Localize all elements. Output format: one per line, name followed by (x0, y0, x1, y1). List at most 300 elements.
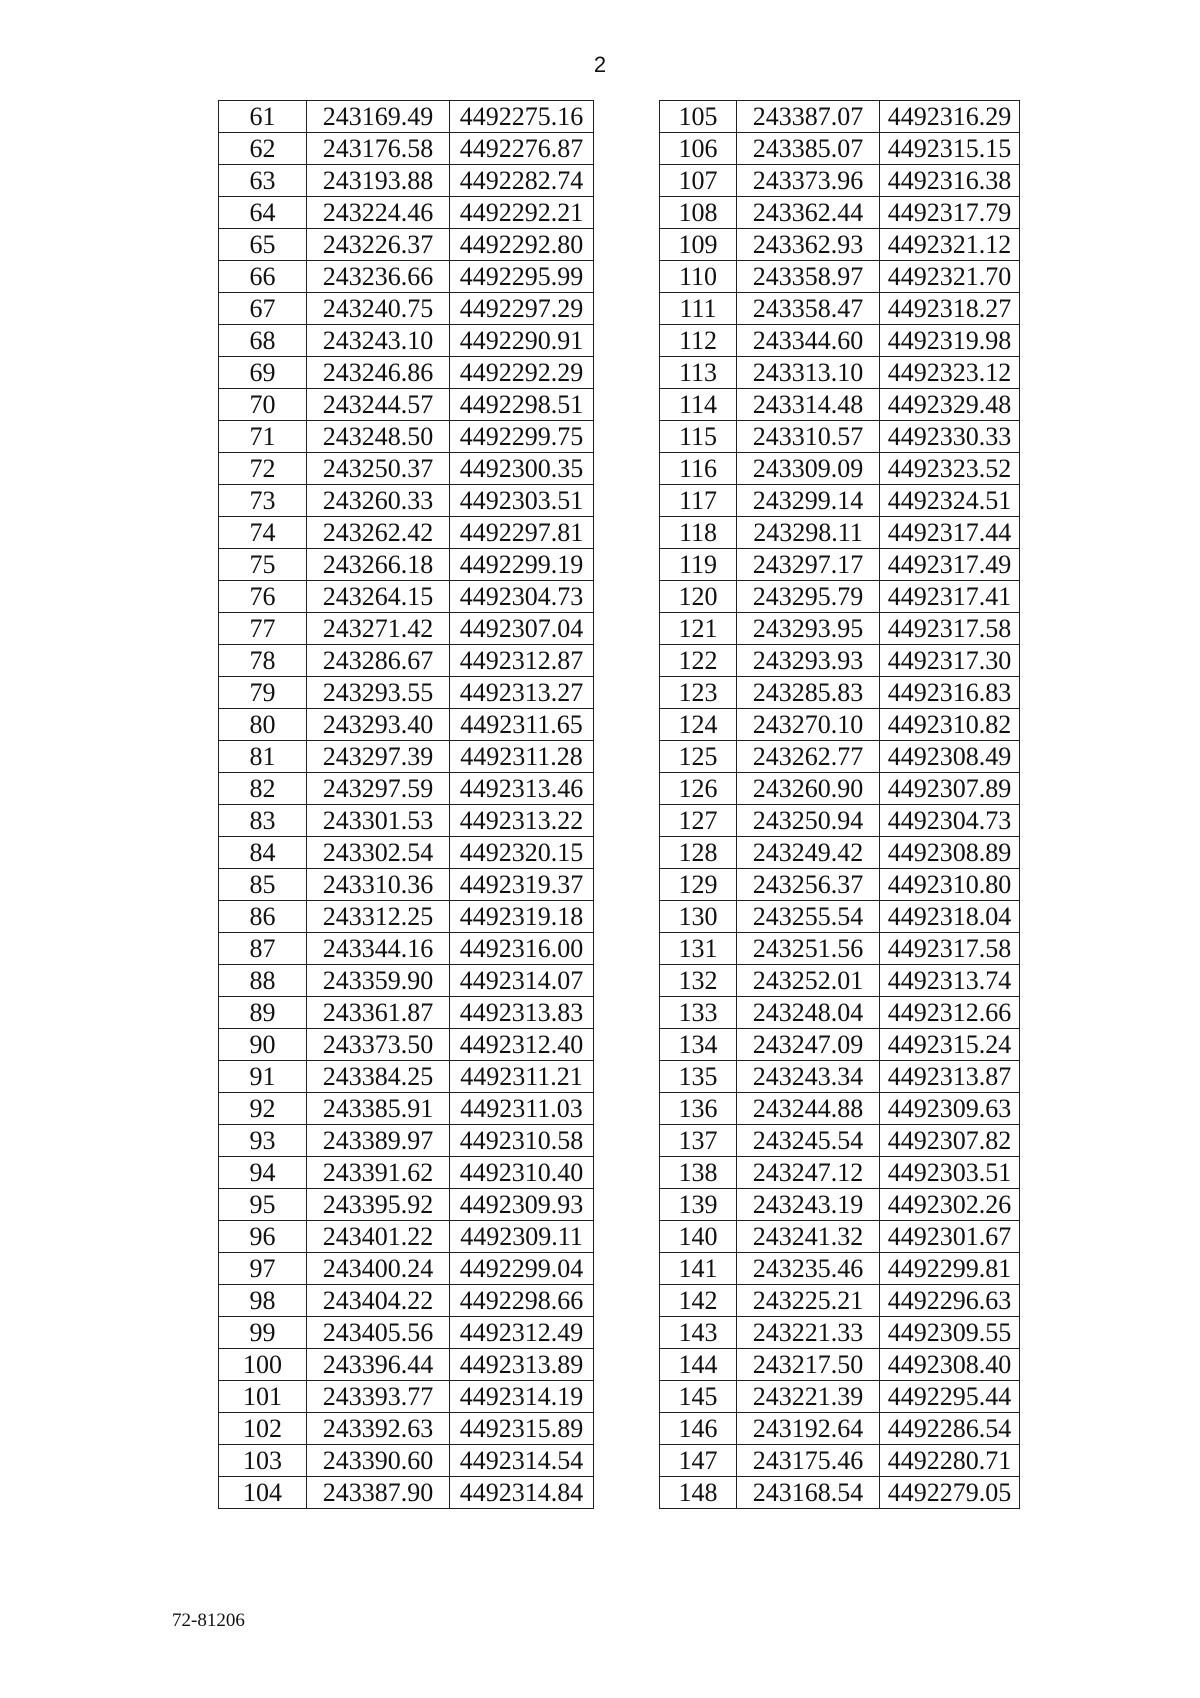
table-row (219, 1285, 594, 1317)
table-row (660, 773, 1020, 805)
x-coordinate-cell: 243244.57 (307, 389, 450, 421)
page-number: 2 (593, 52, 607, 77)
x-coordinate-cell: 243392.63 (307, 1413, 450, 1445)
point-number-cell: 96 (219, 1221, 307, 1253)
x-coordinate-cell: 243400.24 (307, 1253, 450, 1285)
table-row (219, 1317, 594, 1349)
y-coordinate-cell: 4492309.63 (880, 1093, 1020, 1125)
x-coordinate-cell: 243256.37 (737, 869, 880, 901)
point-number-cell: 113 (660, 357, 737, 389)
table-row (660, 1157, 1020, 1189)
x-coordinate-cell: 243251.56 (737, 933, 880, 965)
x-coordinate-cell: 243246.86 (307, 357, 450, 389)
point-number-cell: 105 (660, 101, 737, 133)
y-coordinate-cell: 4492317.58 (880, 613, 1020, 645)
point-number-cell: 88 (219, 965, 307, 997)
point-number-cell: 86 (219, 901, 307, 933)
y-coordinate-cell: 4492292.29 (450, 357, 594, 389)
y-coordinate-cell: 4492295.44 (880, 1381, 1020, 1413)
y-coordinate-cell: 4492313.89 (450, 1349, 594, 1381)
x-coordinate-cell: 243395.92 (307, 1189, 450, 1221)
table-row (660, 933, 1020, 965)
x-coordinate-cell: 243176.58 (307, 133, 450, 165)
point-number-cell: 129 (660, 869, 737, 901)
point-number-cell: 122 (660, 645, 737, 677)
table-row (219, 1029, 594, 1061)
table-row (219, 1381, 594, 1413)
point-number-cell: 101 (219, 1381, 307, 1413)
y-coordinate-cell: 4492300.35 (450, 453, 594, 485)
point-number-cell: 103 (219, 1445, 307, 1477)
y-coordinate-cell: 4492316.38 (880, 165, 1020, 197)
point-number-cell: 145 (660, 1381, 737, 1413)
point-number-cell: 118 (660, 517, 737, 549)
point-number-cell: 80 (219, 709, 307, 741)
coordinates-table-left (218, 100, 594, 1509)
x-coordinate-cell: 243243.19 (737, 1189, 880, 1221)
point-number-cell: 104 (219, 1477, 307, 1509)
x-coordinate-cell: 243391.62 (307, 1157, 450, 1189)
point-number-cell: 79 (219, 677, 307, 709)
x-coordinate-cell: 243235.46 (737, 1253, 880, 1285)
point-number-cell: 90 (219, 1029, 307, 1061)
point-number-cell: 61 (219, 101, 307, 133)
x-coordinate-cell: 243385.07 (737, 133, 880, 165)
y-coordinate-cell: 4492311.03 (450, 1093, 594, 1125)
x-coordinate-cell: 243393.77 (307, 1381, 450, 1413)
y-coordinate-cell: 4492313.46 (450, 773, 594, 805)
table-row (219, 933, 594, 965)
x-coordinate-cell: 243295.79 (737, 581, 880, 613)
table-row (219, 357, 594, 389)
x-coordinate-cell: 243262.42 (307, 517, 450, 549)
point-number-cell: 72 (219, 453, 307, 485)
y-coordinate-cell: 4492299.81 (880, 1253, 1020, 1285)
y-coordinate-cell: 4492308.49 (880, 741, 1020, 773)
point-number-cell: 107 (660, 165, 737, 197)
table-row (219, 1061, 594, 1093)
y-coordinate-cell: 4492275.16 (450, 101, 594, 133)
x-coordinate-cell: 243298.11 (737, 517, 880, 549)
y-coordinate-cell: 4492299.04 (450, 1253, 594, 1285)
point-number-cell: 87 (219, 933, 307, 965)
table-row (660, 1477, 1020, 1509)
table-row (219, 965, 594, 997)
point-number-cell: 128 (660, 837, 737, 869)
point-number-cell: 148 (660, 1477, 737, 1509)
point-number-cell: 84 (219, 837, 307, 869)
table-row (660, 1413, 1020, 1445)
x-coordinate-cell: 243309.09 (737, 453, 880, 485)
table-row (219, 453, 594, 485)
x-coordinate-cell: 243373.96 (737, 165, 880, 197)
y-coordinate-cell: 4492316.29 (880, 101, 1020, 133)
x-coordinate-cell: 243244.88 (737, 1093, 880, 1125)
table-row (660, 485, 1020, 517)
x-coordinate-cell: 243224.46 (307, 197, 450, 229)
point-number-cell: 82 (219, 773, 307, 805)
y-coordinate-cell: 4492316.83 (880, 677, 1020, 709)
point-number-cell: 83 (219, 805, 307, 837)
x-coordinate-cell: 243344.16 (307, 933, 450, 965)
x-coordinate-cell: 243248.04 (737, 997, 880, 1029)
y-coordinate-cell: 4492299.75 (450, 421, 594, 453)
x-coordinate-cell: 243243.34 (737, 1061, 880, 1093)
table-row (219, 1413, 594, 1445)
x-coordinate-cell: 243293.93 (737, 645, 880, 677)
y-coordinate-cell: 4492317.41 (880, 581, 1020, 613)
y-coordinate-cell: 4492319.37 (450, 869, 594, 901)
table-row (660, 581, 1020, 613)
x-coordinate-cell: 243266.18 (307, 549, 450, 581)
x-coordinate-cell: 243297.59 (307, 773, 450, 805)
x-coordinate-cell: 243169.49 (307, 101, 450, 133)
x-coordinate-cell: 243247.09 (737, 1029, 880, 1061)
y-coordinate-cell: 4492312.87 (450, 645, 594, 677)
y-coordinate-cell: 4492304.73 (450, 581, 594, 613)
x-coordinate-cell: 243396.44 (307, 1349, 450, 1381)
x-coordinate-cell: 243390.60 (307, 1445, 450, 1477)
point-number-cell: 138 (660, 1157, 737, 1189)
point-number-cell: 71 (219, 421, 307, 453)
table-row (660, 357, 1020, 389)
point-number-cell: 125 (660, 741, 737, 773)
x-coordinate-cell: 243404.22 (307, 1285, 450, 1317)
x-coordinate-cell: 243250.37 (307, 453, 450, 485)
x-coordinate-cell: 243262.77 (737, 741, 880, 773)
table-row (660, 549, 1020, 581)
table-row (660, 1029, 1020, 1061)
point-number-cell: 85 (219, 869, 307, 901)
y-coordinate-cell: 4492317.30 (880, 645, 1020, 677)
y-coordinate-cell: 4492308.89 (880, 837, 1020, 869)
table-row (660, 1445, 1020, 1477)
x-coordinate-cell: 243236.66 (307, 261, 450, 293)
table-row (660, 645, 1020, 677)
point-number-cell: 123 (660, 677, 737, 709)
y-coordinate-cell: 4492314.07 (450, 965, 594, 997)
table-row (219, 997, 594, 1029)
point-number-cell: 62 (219, 133, 307, 165)
x-coordinate-cell: 243293.55 (307, 677, 450, 709)
point-number-cell: 65 (219, 229, 307, 261)
x-coordinate-cell: 243310.57 (737, 421, 880, 453)
y-coordinate-cell: 4492323.52 (880, 453, 1020, 485)
y-coordinate-cell: 4492298.51 (450, 389, 594, 421)
x-coordinate-cell: 243384.25 (307, 1061, 450, 1093)
point-number-cell: 111 (660, 293, 737, 325)
y-coordinate-cell: 4492298.66 (450, 1285, 594, 1317)
y-coordinate-cell: 4492313.74 (880, 965, 1020, 997)
table-row (660, 997, 1020, 1029)
x-coordinate-cell: 243260.33 (307, 485, 450, 517)
table-row (219, 613, 594, 645)
y-coordinate-cell: 4492318.04 (880, 901, 1020, 933)
point-number-cell: 92 (219, 1093, 307, 1125)
table-row (660, 325, 1020, 357)
y-coordinate-cell: 4492320.15 (450, 837, 594, 869)
table-row (660, 517, 1020, 549)
point-number-cell: 124 (660, 709, 737, 741)
table-row (219, 325, 594, 357)
point-number-cell: 120 (660, 581, 737, 613)
x-coordinate-cell: 243255.54 (737, 901, 880, 933)
point-number-cell: 77 (219, 613, 307, 645)
point-number-cell: 136 (660, 1093, 737, 1125)
x-coordinate-cell: 243293.40 (307, 709, 450, 741)
y-coordinate-cell: 4492317.44 (880, 517, 1020, 549)
point-number-cell: 70 (219, 389, 307, 421)
y-coordinate-cell: 4492315.89 (450, 1413, 594, 1445)
table-row (660, 261, 1020, 293)
y-coordinate-cell: 4492292.21 (450, 197, 594, 229)
point-number-cell: 146 (660, 1413, 737, 1445)
x-coordinate-cell: 243387.07 (737, 101, 880, 133)
x-coordinate-cell: 243221.33 (737, 1317, 880, 1349)
y-coordinate-cell: 4492318.27 (880, 293, 1020, 325)
table-row (660, 805, 1020, 837)
table-row (219, 741, 594, 773)
x-coordinate-cell: 243362.93 (737, 229, 880, 261)
table-row (219, 1125, 594, 1157)
x-coordinate-cell: 243192.64 (737, 1413, 880, 1445)
table-row (219, 773, 594, 805)
table-row (219, 1157, 594, 1189)
y-coordinate-cell: 4492321.70 (880, 261, 1020, 293)
x-coordinate-cell: 243225.21 (737, 1285, 880, 1317)
x-coordinate-cell: 243297.39 (307, 741, 450, 773)
point-number-cell: 127 (660, 805, 737, 837)
table-row (660, 421, 1020, 453)
x-coordinate-cell: 243247.12 (737, 1157, 880, 1189)
table-row (660, 1253, 1020, 1285)
point-number-cell: 121 (660, 613, 737, 645)
y-coordinate-cell: 4492317.79 (880, 197, 1020, 229)
point-number-cell: 132 (660, 965, 737, 997)
x-coordinate-cell: 243401.22 (307, 1221, 450, 1253)
point-number-cell: 110 (660, 261, 737, 293)
table-row (660, 1125, 1020, 1157)
x-coordinate-cell: 243243.10 (307, 325, 450, 357)
point-number-cell: 144 (660, 1349, 737, 1381)
x-coordinate-cell: 243293.95 (737, 613, 880, 645)
point-number-cell: 98 (219, 1285, 307, 1317)
y-coordinate-cell: 4492312.66 (880, 997, 1020, 1029)
x-coordinate-cell: 243248.50 (307, 421, 450, 453)
table-row (660, 837, 1020, 869)
table-row (219, 837, 594, 869)
point-number-cell: 137 (660, 1125, 737, 1157)
y-coordinate-cell: 4492304.73 (880, 805, 1020, 837)
point-number-cell: 143 (660, 1317, 737, 1349)
y-coordinate-cell: 4492313.27 (450, 677, 594, 709)
point-number-cell: 63 (219, 165, 307, 197)
x-coordinate-cell: 243264.15 (307, 581, 450, 613)
table-row (219, 101, 594, 133)
table-row (219, 709, 594, 741)
x-coordinate-cell: 243270.10 (737, 709, 880, 741)
point-number-cell: 135 (660, 1061, 737, 1093)
table-row (660, 101, 1020, 133)
y-coordinate-cell: 4492310.82 (880, 709, 1020, 741)
x-coordinate-cell: 243314.48 (737, 389, 880, 421)
y-coordinate-cell: 4492297.29 (450, 293, 594, 325)
point-number-cell: 119 (660, 549, 737, 581)
table-row (660, 453, 1020, 485)
point-number-cell: 95 (219, 1189, 307, 1221)
y-coordinate-cell: 4492315.15 (880, 133, 1020, 165)
table-row (660, 1093, 1020, 1125)
x-coordinate-cell: 243312.25 (307, 901, 450, 933)
x-coordinate-cell: 243245.54 (737, 1125, 880, 1157)
x-coordinate-cell: 243249.42 (737, 837, 880, 869)
x-coordinate-cell: 243217.50 (737, 1349, 880, 1381)
x-coordinate-cell: 243226.37 (307, 229, 450, 261)
y-coordinate-cell: 4492312.49 (450, 1317, 594, 1349)
y-coordinate-cell: 4492330.33 (880, 421, 1020, 453)
x-coordinate-cell: 243358.47 (737, 293, 880, 325)
y-coordinate-cell: 4492310.80 (880, 869, 1020, 901)
point-number-cell: 112 (660, 325, 737, 357)
x-coordinate-cell: 243193.88 (307, 165, 450, 197)
table-row (660, 965, 1020, 997)
x-coordinate-cell: 243385.91 (307, 1093, 450, 1125)
table-row (660, 741, 1020, 773)
x-coordinate-cell: 243260.90 (737, 773, 880, 805)
point-number-cell: 106 (660, 133, 737, 165)
y-coordinate-cell: 4492276.87 (450, 133, 594, 165)
point-number-cell: 69 (219, 357, 307, 389)
y-coordinate-cell: 4492310.40 (450, 1157, 594, 1189)
point-number-cell: 89 (219, 997, 307, 1029)
point-number-cell: 64 (219, 197, 307, 229)
point-number-cell: 134 (660, 1029, 737, 1061)
y-coordinate-cell: 4492295.99 (450, 261, 594, 293)
x-coordinate-cell: 243271.42 (307, 613, 450, 645)
table-row (219, 421, 594, 453)
table-row (219, 901, 594, 933)
point-number-cell: 99 (219, 1317, 307, 1349)
table-row (660, 1285, 1020, 1317)
table-row (660, 165, 1020, 197)
y-coordinate-cell: 4492319.98 (880, 325, 1020, 357)
x-coordinate-cell: 243241.32 (737, 1221, 880, 1253)
table-row (660, 389, 1020, 421)
y-coordinate-cell: 4492307.04 (450, 613, 594, 645)
point-number-cell: 97 (219, 1253, 307, 1285)
table-row (219, 485, 594, 517)
point-number-cell: 78 (219, 645, 307, 677)
y-coordinate-cell: 4492314.19 (450, 1381, 594, 1413)
y-coordinate-cell: 4492324.51 (880, 485, 1020, 517)
y-coordinate-cell: 4492308.40 (880, 1349, 1020, 1381)
y-coordinate-cell: 4492290.91 (450, 325, 594, 357)
point-number-cell: 108 (660, 197, 737, 229)
x-coordinate-cell: 243250.94 (737, 805, 880, 837)
y-coordinate-cell: 4492307.82 (880, 1125, 1020, 1157)
x-coordinate-cell: 243373.50 (307, 1029, 450, 1061)
y-coordinate-cell: 4492311.28 (450, 741, 594, 773)
y-coordinate-cell: 4492316.00 (450, 933, 594, 965)
point-number-cell: 140 (660, 1221, 737, 1253)
table-row (219, 261, 594, 293)
y-coordinate-cell: 4492286.54 (880, 1413, 1020, 1445)
y-coordinate-cell: 4492312.40 (450, 1029, 594, 1061)
table-row (660, 197, 1020, 229)
table-row (660, 1349, 1020, 1381)
y-coordinate-cell: 4492282.74 (450, 165, 594, 197)
table-row (660, 293, 1020, 325)
x-coordinate-cell: 243221.39 (737, 1381, 880, 1413)
document-code: 72-81206 (172, 1610, 245, 1631)
y-coordinate-cell: 4492317.49 (880, 549, 1020, 581)
point-number-cell: 141 (660, 1253, 737, 1285)
y-coordinate-cell: 4492310.58 (450, 1125, 594, 1157)
y-coordinate-cell: 4492307.89 (880, 773, 1020, 805)
x-coordinate-cell: 243313.10 (737, 357, 880, 389)
table-row (660, 677, 1020, 709)
point-number-cell: 142 (660, 1285, 737, 1317)
point-number-cell: 147 (660, 1445, 737, 1477)
x-coordinate-cell: 243362.44 (737, 197, 880, 229)
y-coordinate-cell: 4492311.65 (450, 709, 594, 741)
point-number-cell: 117 (660, 485, 737, 517)
table-row (219, 805, 594, 837)
x-coordinate-cell: 243344.60 (737, 325, 880, 357)
x-coordinate-cell: 243297.17 (737, 549, 880, 581)
x-coordinate-cell: 243175.46 (737, 1445, 880, 1477)
table-row (219, 1189, 594, 1221)
point-number-cell: 94 (219, 1157, 307, 1189)
y-coordinate-cell: 4492309.93 (450, 1189, 594, 1221)
x-coordinate-cell: 243389.97 (307, 1125, 450, 1157)
table-row (219, 1221, 594, 1253)
coordinates-table-right (659, 100, 1020, 1509)
y-coordinate-cell: 4492280.71 (880, 1445, 1020, 1477)
y-coordinate-cell: 4492301.67 (880, 1221, 1020, 1253)
table-row (219, 1445, 594, 1477)
table-row (219, 293, 594, 325)
x-coordinate-cell: 243361.87 (307, 997, 450, 1029)
table-row (219, 1253, 594, 1285)
table-row (219, 133, 594, 165)
point-number-cell: 91 (219, 1061, 307, 1093)
table-row (660, 901, 1020, 933)
y-coordinate-cell: 4492313.83 (450, 997, 594, 1029)
table-row (219, 1093, 594, 1125)
table-row (660, 1189, 1020, 1221)
y-coordinate-cell: 4492303.51 (880, 1157, 1020, 1189)
point-number-cell: 67 (219, 293, 307, 325)
point-number-cell: 114 (660, 389, 737, 421)
table-row (660, 613, 1020, 645)
x-coordinate-cell: 243301.53 (307, 805, 450, 837)
x-coordinate-cell: 243299.14 (737, 485, 880, 517)
x-coordinate-cell: 243387.90 (307, 1477, 450, 1509)
table-row (219, 1477, 594, 1509)
table-row (660, 1061, 1020, 1093)
point-number-cell: 68 (219, 325, 307, 357)
table-row (219, 389, 594, 421)
y-coordinate-cell: 4492299.19 (450, 549, 594, 581)
table-row (660, 1317, 1020, 1349)
point-number-cell: 74 (219, 517, 307, 549)
y-coordinate-cell: 4492315.24 (880, 1029, 1020, 1061)
point-number-cell: 115 (660, 421, 737, 453)
y-coordinate-cell: 4492279.05 (880, 1477, 1020, 1509)
point-number-cell: 126 (660, 773, 737, 805)
point-number-cell: 66 (219, 261, 307, 293)
